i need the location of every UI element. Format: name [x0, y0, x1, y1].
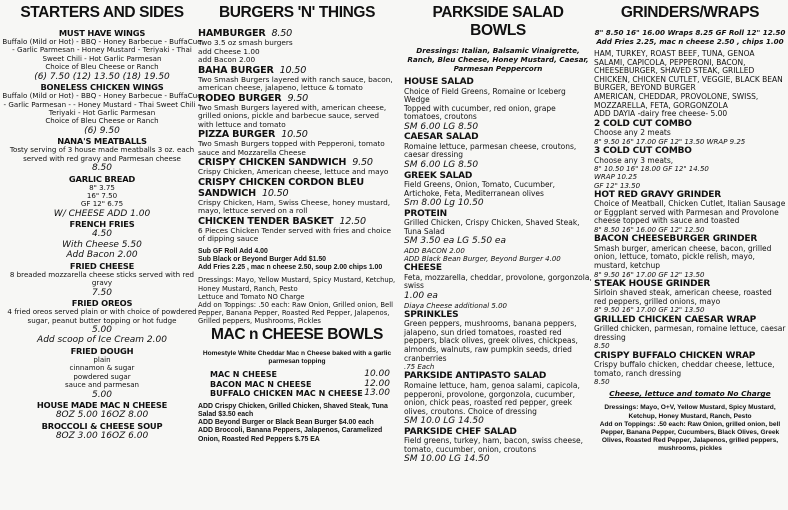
- condiments-note: Dressings: Mayo, Yellow Mustard, Spicy Mustard, Ketchup, Honey Mustard, Ranch, Pesto: [198, 276, 396, 293]
- item-name-text: MAC N CHEESE: [210, 370, 278, 380]
- menu-item-name: FRIED DOUGH: [70, 345, 134, 356]
- item-description: Field greens, turkey, ham, bacon, swiss cheese, tomato, cucumber, onion, croutons: [404, 436, 584, 454]
- menu-item-name: STEAK HOUSE GRINDER: [594, 278, 711, 289]
- item-price-note: WRAP 10.25: [594, 173, 638, 182]
- item-description: AMERICAN, CHEDDAR, PROVOLONE, SWISS, MOZZARELLA, FETA, GORGONZOLA: [594, 91, 759, 110]
- item-description: 4 fried oreos served plain or with choice of powdered sugar, peanut butter topping or hot fudge: [7, 307, 197, 325]
- menu-item-name: 3 COLD CUT COMBO: [594, 146, 692, 157]
- menu-item-name: HOT RED GRAVY GRINDER: [594, 189, 721, 200]
- menu-item-name: CRISPY BUFFALO CHICKEN WRAP: [594, 350, 756, 361]
- item-price: (6) 7.50 (12) 13.50 (18) 19.50: [34, 71, 170, 82]
- item-description: 6 Pieces Chicken Tender served with fries and choice of dipping sauce: [198, 225, 392, 243]
- menu-item-name: CAESAR SALAD: [404, 132, 479, 143]
- item-description: Grilled chicken, parmesan, romaine lettuce, caesar dressing: [594, 324, 786, 342]
- item-description: Grilled Chicken, Crispy Chicken, Shaved Steak, Tuna Salad: [404, 218, 580, 236]
- item-description: sauce and parmesan: [64, 380, 140, 390]
- item-description: Choice of Field Greens, Romaine or Iceberg Wedge: [404, 86, 566, 105]
- section-title: STARTERS AND SIDES: [20, 4, 184, 21]
- menu-item-name: [198, 177, 396, 199]
- add-on-note: ADD Beyond Burger or Black Bean Burger $4.00 each: [198, 419, 374, 427]
- item-description: Topped with cucumber, red onion, grape tomatoes, croutons: [404, 103, 556, 122]
- item-price-note: 8" 9.50 16" 17.00 GF 12" 13.50 WRAP 9.25: [594, 137, 746, 146]
- item-description: Two Smash Burgers layered with ranch sauce, bacon, american cheese, jalapeno, lettuce & tomato: [198, 74, 393, 92]
- item-price-note: ADD Black Bean Burger, Beyond Burger 4.00: [404, 255, 561, 264]
- item-description: Crispy Chicken, American cheese, lettuce and mayo: [198, 167, 389, 176]
- item-price: 10.50: [261, 187, 289, 199]
- item-price: SM 10.00 LG 14.50: [404, 454, 490, 465]
- item-price: 4.50: [91, 229, 113, 240]
- item-price-note: .75 Each: [404, 363, 435, 372]
- menu-item-name: [198, 65, 396, 76]
- menu-item-name: SPRINKLES: [404, 309, 459, 320]
- item-description: Feta, mozzarella, cheddar, provolone, gorgonzola, swiss: [404, 272, 592, 291]
- item-description: plain: [93, 354, 111, 364]
- column-burgers-and-mac: [198, 4, 396, 444]
- menu-item-name: FRENCH FRIES: [69, 219, 135, 230]
- item-description: Romaine lettuce, ham, genoa salami, capicola, pepperoni, provolone, gorgonzola, cucumber, onion, chick peas, roasted red pepper, greek olives, croutons. Choice of dressing: [404, 380, 580, 416]
- item-description: Crispy buffalo chicken, cheddar cheese, lettuce, tomato, ranch dressing: [594, 360, 775, 378]
- section-note: Dressings: Mayo, O+V, Yellow Mustard, Spicy Mustard, Ketchup, Honey Mustard, Ranch, Pesto: [604, 404, 776, 420]
- item-price: 8OZ 5.00 16OZ 8.00: [55, 410, 149, 421]
- menu-item-name: BROCCOLI & CHEESE SOUP: [41, 420, 163, 431]
- item-price-note: 8" 9.50 16" 17.00 GF 12" 13.50: [594, 270, 705, 279]
- item-price: 10.50: [279, 64, 307, 76]
- menu-item-name: NANA'S MEATBALLS: [57, 136, 147, 147]
- section-title: BURGERS 'N' THINGS: [218, 4, 376, 21]
- item-price-note: 8.50: [594, 342, 610, 351]
- item-description: Field Greens, Onion, Tomato, Cucumber, Artichoke, Feta, Mediterranean olives: [404, 180, 556, 198]
- item-price-note: Diaya Cheese additional 5.00: [404, 301, 507, 310]
- add-on-note: ADD Broccoli, Banana Peppers, Jalapenos, Caramelized Onion, Roasted Red Peppers $.75 EA: [198, 427, 383, 443]
- menu-item-name: BACON CHEESEBURGER GRINDER: [594, 234, 758, 245]
- section-note: 8" 8.50 16" 16.00 Wraps 8.25 GF Roll 12" 12.50 Add Fries 2.25, mac n cheese 2.50 , chips 1.00: [594, 28, 786, 46]
- item-description: Buffalo (Mild or Hot) - BBQ - Honey Barbecue - BuffaCue - Garlic Parmesan - Honey Mustard - Teriyaki - Thai Sweet Chili - Hot Garlic Parmesan: [2, 37, 202, 63]
- item-description: Green peppers, mushrooms, banana peppers, jalapeno, sun dried tomatoes, roasted red peppers, black olives, greek olives, chickpeas, almonds, walnuts, raw pumpkin seeds, dried cranberries: [404, 319, 578, 363]
- menu-item-name: PARKSIDE CHEF SALAD: [404, 426, 517, 437]
- item-name-text: BUFFALO CHICKEN MAC N CHEESE: [210, 389, 363, 399]
- item-price: 9.50: [287, 92, 309, 104]
- item-price-note: 8" 10.50 16" 18.00 GF 12" 14.50: [594, 165, 709, 174]
- item-description: Two Smash Burgers topped with Pepperoni, tomato sauce and Mozzarella Cheese: [198, 139, 385, 157]
- item-price: SM 10.0 LG 14.50: [404, 416, 484, 427]
- item-price-note: 8.50: [594, 378, 610, 387]
- condiments-note: Lettuce and Tomato NO Charge: [198, 292, 305, 301]
- item-description: Choice of Bleu Cheese or Ranch: [45, 116, 159, 126]
- item-name-text: CRISPY CHICKEN SANDWICH: [198, 157, 347, 168]
- item-description: GF 12" 6.75: [80, 199, 124, 209]
- menu-item-name: HOUSE MADE MAC N CHEESE: [36, 400, 168, 411]
- menu-item-name: 2 COLD CUT COMBO: [594, 118, 692, 129]
- item-description: HAM, TURKEY, ROAST BEEF, TUNA, GENOA SALAMI, CAPICOLA, PEPPERONI, BACON, CHEESEBURGER, SHAVED STEAK, GRILLED CHICKEN, CHICKEN CUTLET, VEGGIE, BLACK BEAN BURGER, BEYOND BURGER: [594, 49, 783, 93]
- item-name-text: BACON MAC N CHEESE: [210, 379, 312, 389]
- menu-item-name: GARLIC BREAD: [68, 173, 136, 184]
- item-description: Smash burger, american cheese, bacon, grilled onion, lettuce, tomato, pickle relish, mayo, mustard, ketchup: [594, 243, 772, 270]
- item-description: add Bacon 2.00: [198, 55, 256, 64]
- item-description: add Cheese 1.00: [198, 46, 260, 56]
- column-grinders-wraps: [594, 4, 786, 454]
- item-price-note: GF 12" 13.50: [594, 181, 641, 190]
- item-price: 5.00: [91, 389, 113, 400]
- add-on-note: Add Fries 2.25 , mac n cheese 2.50, soup 2.00 chips 1.00: [198, 264, 383, 272]
- item-price-note: 8" 9.50 16" 17.00 GF 12" 13.50: [594, 306, 705, 315]
- item-name-text: PIZZA BURGER: [198, 129, 276, 140]
- item-description: Choice of Meatball, Chicken Cutlet, Italian Sausage or Eggplant served with Parmesan and Provolone cheese topped with sauce and toasted: [594, 199, 786, 226]
- item-price: 13.00: [364, 388, 390, 399]
- item-price: SM 6.00 LG 8.50: [404, 121, 479, 132]
- item-name-text: BAHA BURGER: [198, 64, 274, 76]
- section-note: Dressings: Italian, Balsamic Vinaigrette, Ranch, Bleu Cheese, Honey Mustard, Caesar, Parmesan Peppercorn: [407, 46, 589, 73]
- item-price: 10.00: [364, 369, 390, 380]
- menu-item-name: [198, 216, 396, 227]
- menu-item-name: FRIED OREOS: [71, 298, 133, 309]
- item-price: 12.50: [339, 215, 366, 227]
- item-price: 9.50: [352, 157, 373, 168]
- menu-item-name: GRILLED CHICKEN CAESAR WRAP: [594, 314, 757, 325]
- item-price: SM 3.50 ea LG 5.50 ea: [404, 236, 506, 247]
- mac-bowl-row: [198, 389, 396, 399]
- item-description: Tosty serving of 3 house made meatballs 3 oz. each served with red gravy and Parmesan cheese: [9, 145, 195, 163]
- menu-item-name: PARKSIDE ANTIPASTO SALAD: [404, 371, 547, 382]
- column-salad-bowls: [404, 4, 592, 465]
- section-title: PARKSIDE SALAD BOWLS: [432, 4, 564, 39]
- add-on-note: Sub Black or Beyond Burger Add $1.50: [198, 255, 327, 263]
- item-description: powdered sugar: [73, 371, 131, 381]
- item-price: (6) 9.50: [84, 125, 120, 136]
- no-charge-note: Cheese, lettuce and tomato No Charge: [609, 389, 771, 399]
- item-name-text: CHICKEN TENDER BASKET: [198, 215, 334, 227]
- item-description: ADD DAYIA -dairy free cheese- 5.00: [594, 109, 728, 119]
- add-on-note: ADD Crispy Chicken, Grilled Chicken, Shaved Steak, Tuna Salad $3.50 each: [198, 402, 388, 418]
- item-price: Add Bacon 2.00: [66, 250, 138, 261]
- menu-item-name: CHEESE: [404, 263, 442, 274]
- item-price: Add scoop of Ice Cream 2.00: [37, 335, 167, 346]
- item-name-text: HAMBURGER: [198, 28, 266, 39]
- item-price: With Cheese 5.50: [62, 239, 142, 250]
- item-name-text: CRISPY CHICKEN CORDON BLEU SANDWICH: [198, 176, 364, 199]
- item-price: 1.00 ea: [404, 291, 438, 302]
- item-description: Choose any 3 meats,: [594, 155, 674, 165]
- item-description: Romaine lettuce, parmesan cheese, croutons, caesar dressing: [404, 141, 577, 160]
- item-name-text: RODEO BURGER: [198, 92, 282, 104]
- item-price: 10.50: [281, 129, 308, 140]
- item-description: Crispy Chicken, Ham, Swiss Cheese, honey mustard, mayo, lettuce served on a roll: [198, 197, 391, 215]
- item-description: 8 breaded mozzarella cheese sticks served with red gravy: [9, 269, 195, 288]
- item-price: 8.50: [91, 163, 113, 174]
- menu-item-name: HOUSE SALAD: [404, 77, 474, 87]
- item-price: 5.00: [91, 324, 113, 335]
- item-description: Two Smash Burgers layered with, american cheese, grilled onions, pickle and barbecue sauce, served with lettuce and tomato: [198, 102, 387, 129]
- item-price: 12.00: [364, 378, 390, 389]
- item-description: Buffalo (Mild or Hot) - BBQ - Honey Barbecue - BuffaCue - Garlic Parmesan - - Honey Mustard - Thai Sweet Chili - Teriyaki - Hot Garlic Parmesan: [2, 91, 202, 117]
- section-note: Add on Toppings: .50 each: Raw Onion, grilled onion, bell Pepper, Banana Pepper, Cucumbers, Black Olives, Greek Olives, Roasted Red Pepper, Jalapenos, grilled peppers, mushrooms, pickles: [599, 420, 781, 453]
- item-description: cinnamon & sugar: [69, 363, 135, 373]
- item-price: 8OZ 3.00 16OZ 6.00: [55, 430, 149, 441]
- item-description: Choose any 2 meats: [594, 128, 671, 138]
- item-price-note: ADD BACON 2.00: [404, 246, 465, 255]
- section-title: GRINDERS/WRAPS: [620, 4, 760, 21]
- menu-item-name: MUST HAVE WINGS: [58, 28, 146, 38]
- item-price: SM 6.00 LG 8.50: [404, 160, 479, 171]
- menu-item-name: FRIED CHEESE: [69, 260, 135, 271]
- item-price: 7.50: [91, 287, 113, 298]
- item-price-note: 8" 8.50 16" 16.00 GF 12" 12.50: [594, 226, 705, 235]
- add-on-note: Sub GF Roll Add 4.00: [198, 247, 268, 255]
- item-price: W/ CHEESE ADD 1.00: [53, 208, 151, 219]
- item-description: Sirloin shaved steak, american cheese, roasted red peppers, grilled onions, mayo: [594, 288, 772, 306]
- section-note: Homestyle White Cheddar Mac n Cheese baked with a garlic parmesan topping: [202, 349, 392, 365]
- menu-item-name: BONELESS CHICKEN WINGS: [40, 82, 164, 93]
- item-description: 16" 7.50: [86, 190, 118, 200]
- menu-item-name: [198, 93, 396, 104]
- condiments-note: Add on Toppings: .50 each: Raw Onion, Grilled onion, Bell Pepper, Banana Pepper, Roasted Red Pepper, Jalapenos, Grilled peppers, Mushrooms, Pickles: [198, 301, 393, 326]
- column-starters-and-sides: [2, 4, 202, 441]
- item-price: 8.50: [271, 28, 293, 39]
- item-description: 8" 3.75: [89, 182, 115, 192]
- item-description: Choice of Bleu Cheese or Ranch: [45, 62, 159, 72]
- menu-item-name: GREEK SALAD: [404, 170, 473, 181]
- menu-item-name: PROTEIN: [404, 208, 447, 219]
- item-price: Sm 8.00 Lg 10.50: [404, 198, 484, 209]
- section-title: MAC n CHEESE BOWLS: [211, 325, 383, 343]
- item-description: Two 3.5 oz smash burgers: [198, 38, 293, 47]
